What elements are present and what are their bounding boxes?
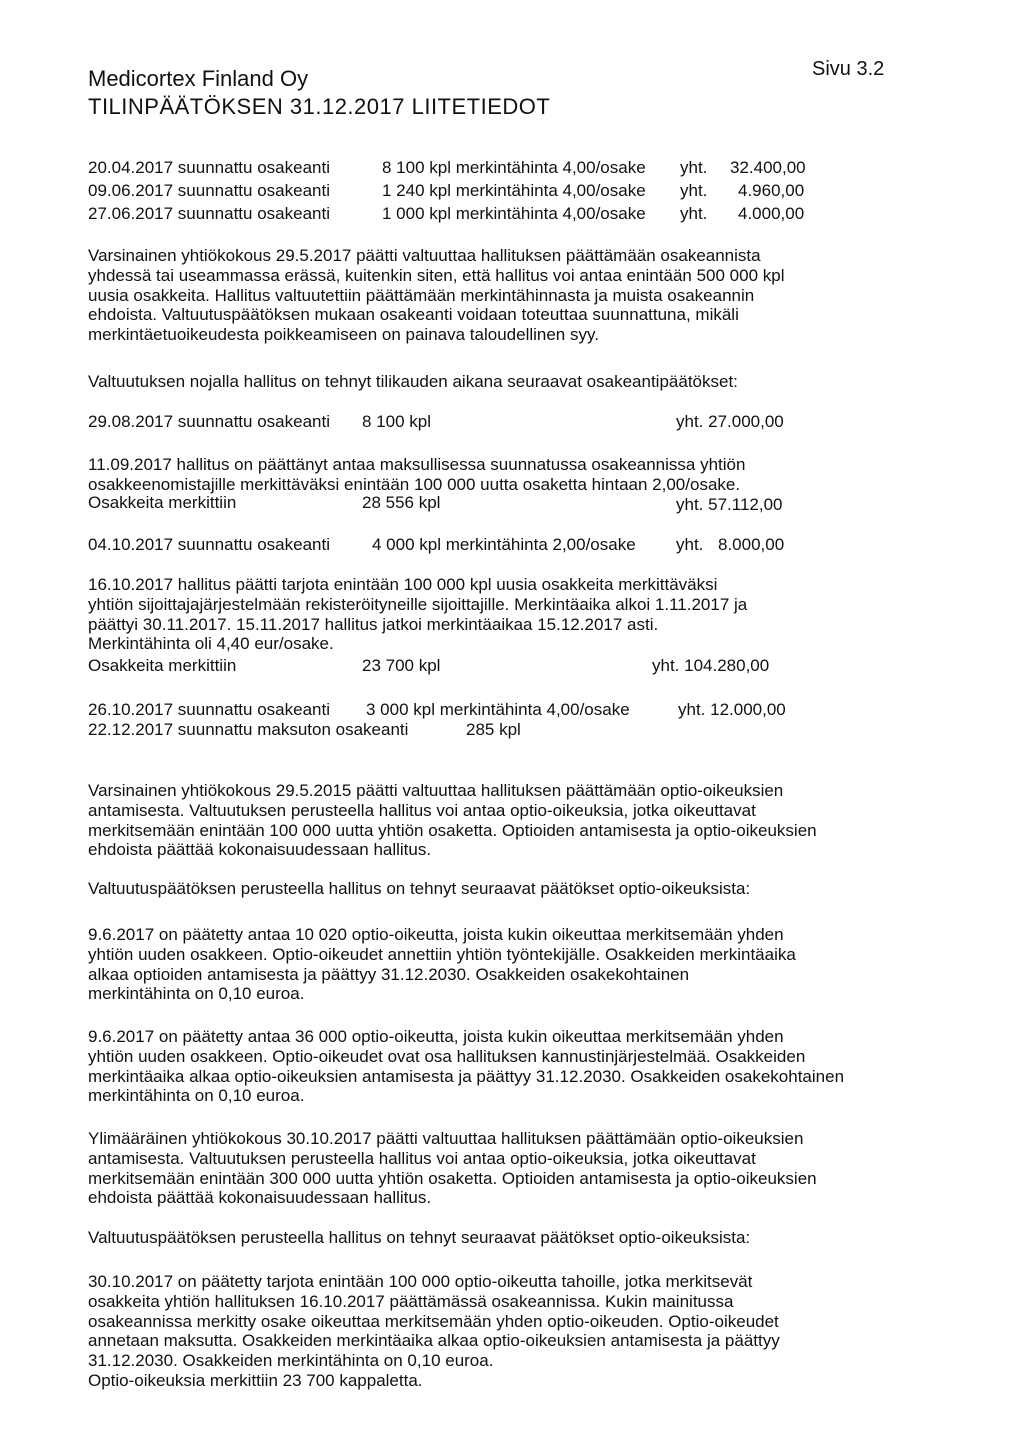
issue-0410-detail: 4 000 kpl merkintähinta 2,00/osake bbox=[372, 535, 636, 554]
issue-1610-label: Osakkeita merkittiin bbox=[88, 656, 237, 675]
paragraph-line: ehdoista. Valtuutuspäätöksen mukaan osakeanti voidaan toteuttaa suunnattuna, mikäli bbox=[88, 305, 739, 325]
paragraph-line: merkintähinta on 0,10 euroa. bbox=[88, 984, 305, 1004]
issue-0410-amount: 8.000,00 bbox=[718, 535, 785, 554]
option-decision-3 bbox=[88, 1272, 888, 1391]
issue-row-2-desc: 09.06.2017 suunnattu osakeanti bbox=[88, 181, 330, 200]
option-decision-1 bbox=[88, 925, 888, 1004]
paragraph-line: 9.6.2017 on päätetty antaa 36 000 optio-oikeutta, joista kukin oikeuttaa merkitsemään yhden bbox=[88, 1027, 784, 1046]
paragraph-line: merkitsemään enintään 300 000 uutta yhtiön osaketta. Optioiden antamisesta ja optio-oikeuksien bbox=[88, 1168, 817, 1188]
agm-2015-paragraph bbox=[88, 781, 888, 860]
paragraph-line: 9.6.2017 on päätetty antaa 10 020 optio-oikeutta, joista kukin oikeuttaa merkitsemään yhden bbox=[88, 925, 784, 944]
paragraph-line: annetaan maksutta. Osakkeiden merkintäaika alkaa optio-oikeuksien antamisesta ja päättyy bbox=[88, 1331, 780, 1351]
issue-2908-total: yht. 27.000,00 bbox=[676, 412, 784, 431]
options-intro-2: Valtuutuspäätöksen perusteella hallitus on tehnyt seuraavat päätökset optio-oikeuksista: bbox=[88, 1228, 751, 1247]
options-intro-1: Valtuutuspäätöksen perusteella hallitus on tehnyt seuraavat päätökset optio-oikeuksista: bbox=[88, 879, 751, 898]
issue-2212-desc: 22.12.2017 suunnattu maksuton osakeanti bbox=[88, 720, 409, 739]
paragraph-line: 30.10.2017 on päätetty tarjota enintään 100 000 optio-oikeutta tahoille, jotka merkitsevät bbox=[88, 1272, 753, 1291]
paragraph-line: 31.12.2030. Osakkeiden merkintähinta on 0,10 euroa. bbox=[88, 1351, 494, 1371]
paragraph-line: 11.09.2017 hallitus on päättänyt antaa maksullisessa suunnatussa osakeannissa yhtiön bbox=[88, 455, 746, 474]
issue-row-3-desc: 27.06.2017 suunnattu osakeanti bbox=[88, 204, 330, 223]
paragraph-line: merkitsemään enintään 100 000 uutta yhtiön osaketta. Optioiden antamisesta ja optio-oikeuksien bbox=[88, 820, 817, 840]
paragraph-line: merkintäetuoikeudesta poikkeamiseen on painava taloudellinen syy. bbox=[88, 325, 599, 345]
paragraph-line: Varsinainen yhtiökokous 29.5.2015 päätti valtuuttaa hallituksen päättämään optio-oikeuksien bbox=[88, 781, 784, 800]
issue-0410-yht: yht. bbox=[676, 535, 704, 554]
issue-row-2-detail: 1 240 kpl merkintähinta 4,00/osake bbox=[382, 181, 646, 200]
issue-0410-desc: 04.10.2017 suunnattu osakeanti bbox=[88, 535, 330, 554]
paragraph-line: ehdoista päättää kokonaisuudessaan hallitus. bbox=[88, 1188, 432, 1208]
issue-row-3-amount: 4.000,00 bbox=[738, 204, 805, 223]
issue-row-2-amount: 4.960,00 bbox=[738, 181, 805, 200]
paragraph-line: yhdessä tai useammassa erässä, kuitenkin siten, että hallitus voi antaa enintään 500 000 kpl bbox=[88, 265, 785, 285]
paragraph-line: Ylimääräinen yhtiökokous 30.10.2017 päätti valtuuttaa hallituksen päättämään optio-oikeuksien bbox=[88, 1129, 804, 1148]
paragraph-line: merkintähinta on 0,10 euroa. bbox=[88, 1086, 305, 1106]
issue-1109-label: Osakkeita merkittiin bbox=[88, 493, 237, 512]
issue-2212-qty: 285 kpl bbox=[466, 720, 521, 739]
issue-1610-qty: 23 700 kpl bbox=[362, 656, 441, 675]
issue-2610-detail: 3 000 kpl merkintähinta 4,00/osake bbox=[366, 700, 630, 719]
paragraph-line: osakeannissa merkitty osake oikeuttaa merkitsemään yhden optio-oikeuden. Optio-oikeudet bbox=[88, 1311, 779, 1331]
document-title: TILINPÄÄTÖKSEN 31.12.2017 LIITETIEDOT bbox=[88, 94, 551, 119]
paragraph-line: Merkintähinta oli 4,40 eur/osake. bbox=[88, 634, 334, 654]
paragraph-line: ehdoista päättää kokonaisuudessaan hallitus. bbox=[88, 840, 432, 860]
paragraph-line: yhtiön uuden osakkeen. Optio-oikeudet ovat osa hallituksen kannustinjärjestelmää. Osakkeiden bbox=[88, 1046, 806, 1066]
paragraph-line: 16.10.2017 hallitus päätti tarjota enintään 100 000 kpl uusia osakkeita merkittäväksi bbox=[88, 575, 718, 594]
issue-1610-paragraph bbox=[88, 575, 888, 654]
paragraph-line: osakkeita yhtiön hallituksen 16.10.2017 päättämässä osakeannissa. Kukin mainitussa bbox=[88, 1291, 734, 1311]
issue-1109-total: yht. 57.112,00 bbox=[676, 495, 783, 514]
issue-2610-desc: 26.10.2017 suunnattu osakeanti bbox=[88, 700, 330, 719]
authority-intro: Valtuutuksen nojalla hallitus on tehnyt tilikauden aikana seuraavat osakeantipäätökset: bbox=[88, 372, 738, 391]
egm-2017-paragraph bbox=[88, 1129, 888, 1208]
paragraph-line: Optio-oikeuksia merkittiin 23 700 kappaletta. bbox=[88, 1370, 423, 1390]
issue-row-1-detail: 8 100 kpl merkintähinta 4,00/osake bbox=[382, 158, 646, 177]
paragraph-line: Varsinainen yhtiökokous 29.5.2017 päätti valtuuttaa hallituksen päättämään osakeannista bbox=[88, 246, 761, 265]
issue-2610-total: yht. 12.000,00 bbox=[678, 700, 786, 719]
page-number: Sivu 3.2 bbox=[812, 58, 885, 80]
agm-2017-paragraph bbox=[88, 246, 888, 345]
company-name: Medicortex Finland Oy bbox=[88, 66, 309, 91]
paragraph-line: antamisesta. Valtuutuksen perusteella hallitus voi antaa optio-oikeuksia, jotka oikeuttavat bbox=[88, 1148, 756, 1168]
paragraph-line: merkintäaika alkaa optio-oikeuksien antamisesta ja päättyy 31.12.2030. Osakkeiden osakekohtainen bbox=[88, 1066, 845, 1086]
paragraph-line: yhtiön sijoittajajärjestelmään rekisteröityneille sijoittajille. Merkintäaika alkoi 1.11.2017 ja bbox=[88, 594, 748, 614]
issue-row-3-yht: yht. bbox=[680, 204, 708, 223]
issue-2908-qty: 8 100 kpl bbox=[362, 412, 431, 431]
issue-row-1-amount: 32.400,00 bbox=[730, 158, 806, 177]
issue-row-3-detail: 1 000 kpl merkintähinta 4,00/osake bbox=[382, 204, 646, 223]
issue-2908-desc: 29.08.2017 suunnattu osakeanti bbox=[88, 412, 330, 431]
option-decision-2 bbox=[88, 1027, 888, 1106]
paragraph-line: osakkeenomistajille merkittäväksi enintään 100 000 uutta osaketta hintaan 2,00/osake. bbox=[88, 474, 741, 494]
paragraph-line: päättyi 30.11.2017. 15.11.2017 hallitus jatkoi merkintäaikaa 15.12.2017 asti. bbox=[88, 614, 659, 634]
issue-row-1-yht: yht. bbox=[680, 158, 708, 177]
issue-1610-total: yht. 104.280,00 bbox=[652, 656, 770, 675]
paragraph-line: yhtiön uuden osakkeen. Optio-oikeudet annettiin yhtiön työntekijälle. Osakkeiden merkintäaika bbox=[88, 944, 796, 964]
issue-1109-qty: 28 556 kpl bbox=[362, 493, 441, 512]
paragraph-line: antamisesta. Valtuutuksen perusteella hallitus voi antaa optio-oikeuksia, jotka oikeuttavat bbox=[88, 800, 756, 820]
paragraph-line: uusia osakkeita. Hallitus valtuutettiin päättämään merkintähinnasta ja muista osakeannin bbox=[88, 285, 755, 305]
issue-row-1-desc: 20.04.2017 suunnattu osakeanti bbox=[88, 158, 330, 177]
paragraph-line: alkaa optioiden antamisesta ja päättyy 31.12.2030. Osakkeiden osakekohtainen bbox=[88, 964, 690, 984]
issue-1109-paragraph bbox=[88, 455, 888, 495]
issue-row-2-yht: yht. bbox=[680, 181, 708, 200]
